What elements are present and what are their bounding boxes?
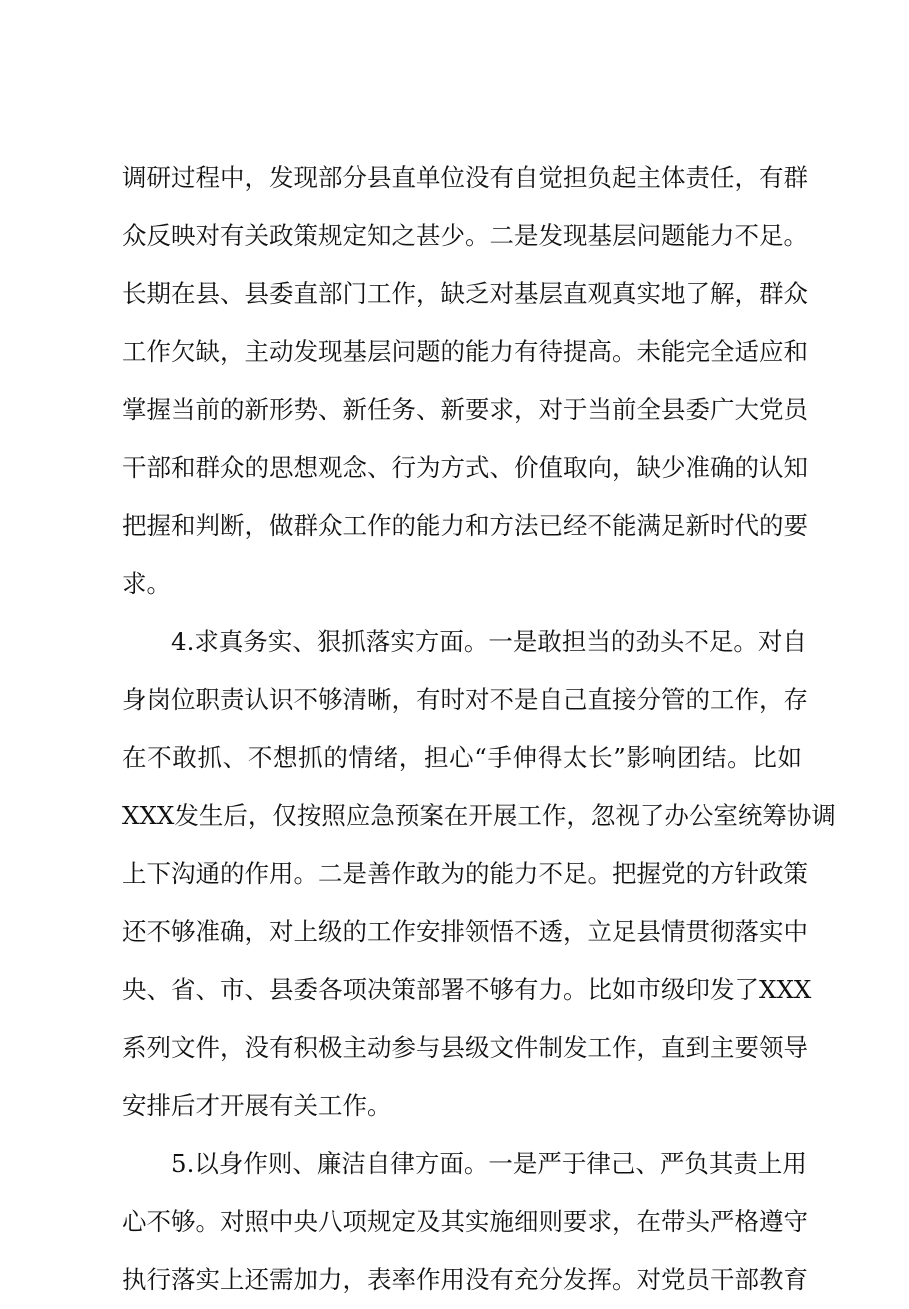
text-line: 上下沟通的作用。二是善作敢为的能力不足。把握党的方针政策	[122, 859, 808, 888]
text-line: 众反映对有关政策规定知之甚少。二是发现基层问题能力不足。	[122, 221, 808, 250]
paragraph-end-line: 安排后才开展有关工作。	[122, 1091, 392, 1120]
text-line: 工作欠缺，主动发现基层问题的能力有待提高。未能完全适应和	[122, 337, 808, 366]
text-line: 长期在县、县委直部门工作，缺乏对基层直观真实地了解，群众	[122, 279, 808, 308]
text-line: XXX发生后，仅按照应急预案在开展工作，忽视了办公室统筹协调	[122, 801, 836, 830]
text-line: 调研过程中，发现部分县直单位没有自觉担负起主体责任，有群	[122, 163, 808, 192]
section-heading-line: 5.以身作则、廉洁自律方面。一是严于律己、严负其责上用	[171, 1149, 807, 1178]
text-line: 在不敢抓、不想抓的情绪，担心“手伸得太长”影响团结。比如	[122, 743, 802, 772]
text-line: 干部和群众的思想观念、行为方式、价值取向，缺少准确的认知	[122, 453, 808, 482]
section-heading-line: 4.求真务实、狠抓落实方面。一是敢担当的劲头不足。对自	[171, 627, 807, 656]
text-line: 心不够。对照中央八项规定及其实施细则要求，在带头严格遵守	[122, 1207, 808, 1236]
paragraph-end-line: 求。	[122, 569, 171, 598]
text-line: 系列文件，没有积极主动参与县级文件制发工作，直到主要领导	[122, 1033, 808, 1062]
text-line: 掌握当前的新形势、新任务、新要求，对于当前全县委广大党员	[122, 395, 808, 424]
text-line: 央、省、市、县委各项决策部署不够有力。比如市级印发了XXX	[122, 975, 812, 1004]
text-line: 把握和判断，做群众工作的能力和方法已经不能满足新时代的要	[122, 511, 808, 540]
text-line: 执行落实上还需加力，表率作用没有充分发挥。对党员干部教育	[122, 1265, 808, 1294]
body-text	[122, 149, 836, 1309]
text-line: 还不够准确，对上级的工作安排领悟不透，立足县情贯彻落实中	[122, 917, 808, 946]
text-line: 身岗位职责认识不够清晰，有时对不是自己直接分管的工作，存	[122, 685, 808, 714]
